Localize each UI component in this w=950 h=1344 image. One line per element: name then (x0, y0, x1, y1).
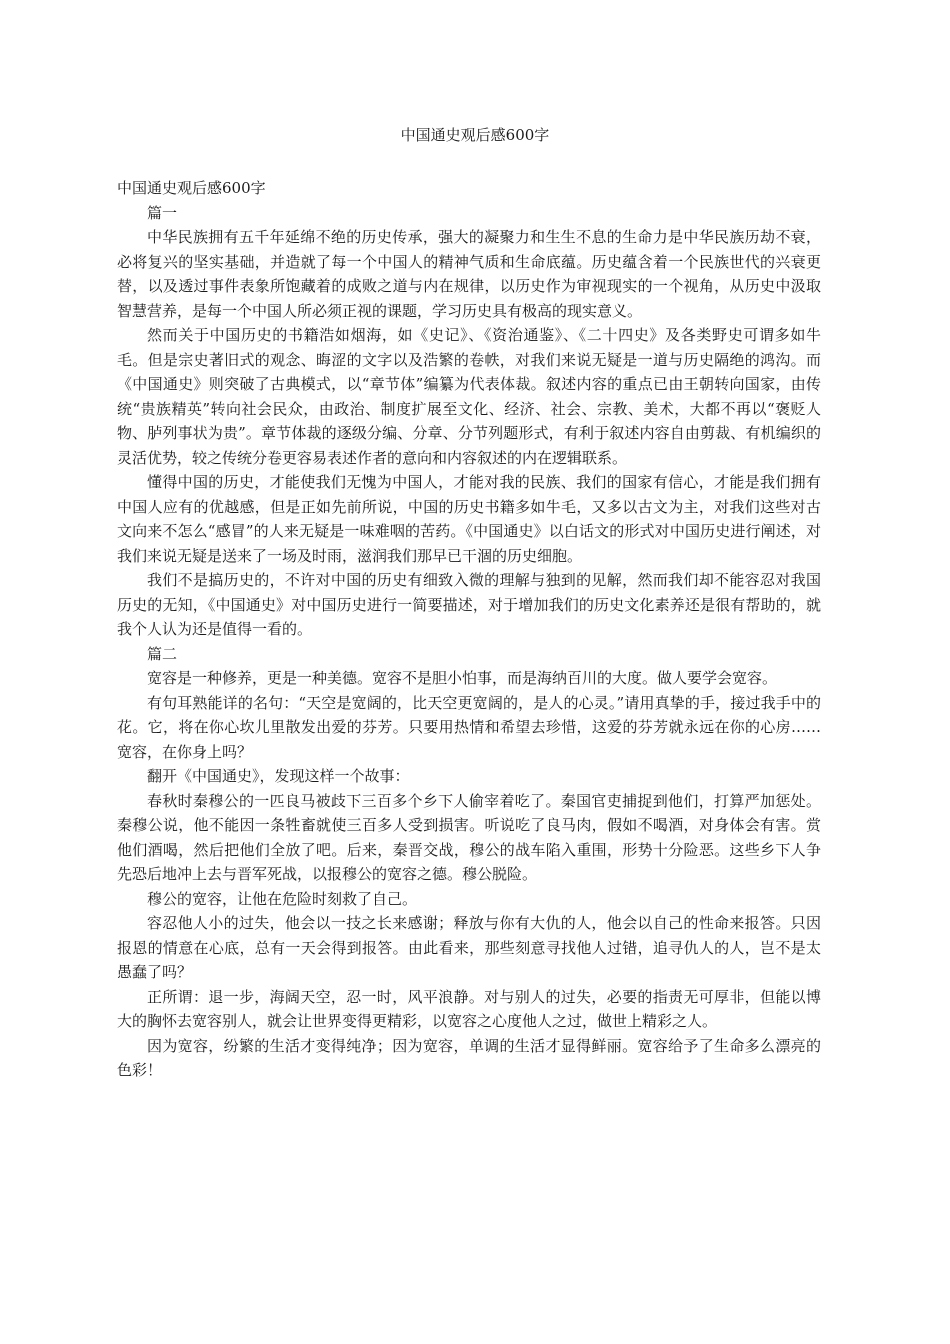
paragraph: 中华民族拥有五千年延绵不绝的历史传承，强大的凝聚力和生生不息的生命力是中华民族历劫不衰，必将复兴的坚实基础，并造就了每一个中国人的精神气质和生命底蕴。历史蕴含着一个民族世代的兴衰更替，以及透过事件表象所饱藏着的成败之道与内在规律，以历史作为审视现实的一个视角，从历史中汲取智慧营养，是每一个中国人所必须正视的课题，学习历史具有极高的现实意义。 (117, 228, 821, 320)
document-title: 中国通史观后感600字 (400, 126, 550, 144)
paragraph: 因为宽容，纷繁的生活才变得纯净；因为宽容，单调的生活才显得鲜丽。宽容给予了生命多么漂亮的色彩！ (117, 1036, 821, 1079)
paragraph: 春秋时秦穆公的一匹良马被歧下三百多个乡下人偷宰着吃了。秦国官吏捕捉到他们，打算严加惩处。秦穆公说，他不能因一条牲畜就使三百多人受到损害。听说吃了良马肉，假如不喝酒，对身体会有害。赏他们酒喝，然后把他们全放了吧。后来，秦晋交战，穆公的战车陷入重围，形势十分险恶。这些乡下人争先恐后地冲上去与晋军死战，以报穆公的宽容之德。穆公脱险。 (117, 791, 821, 883)
paragraph: 宽容是一种修养，更是一种美德。宽容不是胆小怕事，而是海纳百川的大度。做人要学会宽容。 (147, 669, 778, 687)
paragraph: 我们不是搞历史的，不许对中国的历史有细致入微的理解与独到的见解，然而我们却不能容忍对我国历史的无知，《中国通史》对中国历史进行一简要描述，对于增加我们的历史文化素养还是很有帮助的，就我个人认为还是值得一看的。 (117, 571, 821, 638)
paragraph: 然而关于中国历史的书籍浩如烟海，如《史记》、《资治通鉴》、《二十四史》及各类野史可谓多如牛毛。但是宗史著旧式的观念、晦涩的文字以及浩繁的卷帙，对我们来说无疑是一道与历史隔绝的鸿沟。而《中国通史》则突破了古典模式，以“章节体”编纂为代表体裁。叙述内容的重点已由王朝转向国家，由传统“贵族精英”转向社会民众，由政治、制度扩展至文化、经济、社会、宗教、美术，大都不再以“褒贬人物、胪列事状为贵”。章节体裁的逐级分编、分章、分节列题形式，有利于叙述内容自由剪裁、有机编织的灵活优势，较之传统分卷更容易表述作者的意向和内容叙述的内在逻辑联系。 (117, 326, 821, 467)
paragraph: 穆公的宽容，让他在危险时刻救了自己。 (147, 889, 418, 908)
section-label: 篇二 (147, 644, 178, 663)
paragraph: 容忍他人小的过失，他会以一技之长来感谢；释放与你有大仇的人，他会以自己的性命来报答。只因报恩的情意在心底，总有一天会得到报答。由此看来，那些刻意寻找他人过错，追寻仇人的人，岂不是太愚蠢了吗？ (117, 914, 821, 981)
document-body (117, 176, 821, 1083)
paragraph: 正所谓：退一步，海阔天空，忍一时，风平浪静。对与别人的过失，必要的指责无可厚非，但能以博大的胸怀去宽容别人，就会让世界变得更精彩，以宽容之心度他人之过，做世上精彩之人。 (117, 987, 821, 1030)
document-subtitle: 中国通史观后感600字 (117, 179, 266, 197)
paragraph: 有句耳熟能详的名句：“天空是宽阔的，比天空更宽阔的，是人的心灵。”请用真挚的手，接过我手中的花。它，将在你心坎儿里散发出爱的芬芳。只要用热情和希望去珍惜，这爱的芬芳就永远在你的心房……宽容，在你身上吗？ (117, 693, 821, 761)
paragraph: 懂得中国的历史，才能使我们无愧为中国人，才能对我的民族、我们的国家有信心，才能是我们拥有中国人应有的优越感，但是正如先前所说，中国的历史书籍多如牛毛，又多以古文为主，对我们这些对古文向来不怎么“感冒”的人来无疑是一味难咽的苦药。《中国通史》以白话文的形式对中国历史进行阐述，对我们来说无疑是送来了一场及时雨，滋润我们那早已干涸的历史细胞。 (117, 473, 821, 565)
section-label: 篇一 (147, 203, 178, 222)
paragraph: 翻开《中国通史》，发现这样一个故事： (147, 767, 410, 785)
